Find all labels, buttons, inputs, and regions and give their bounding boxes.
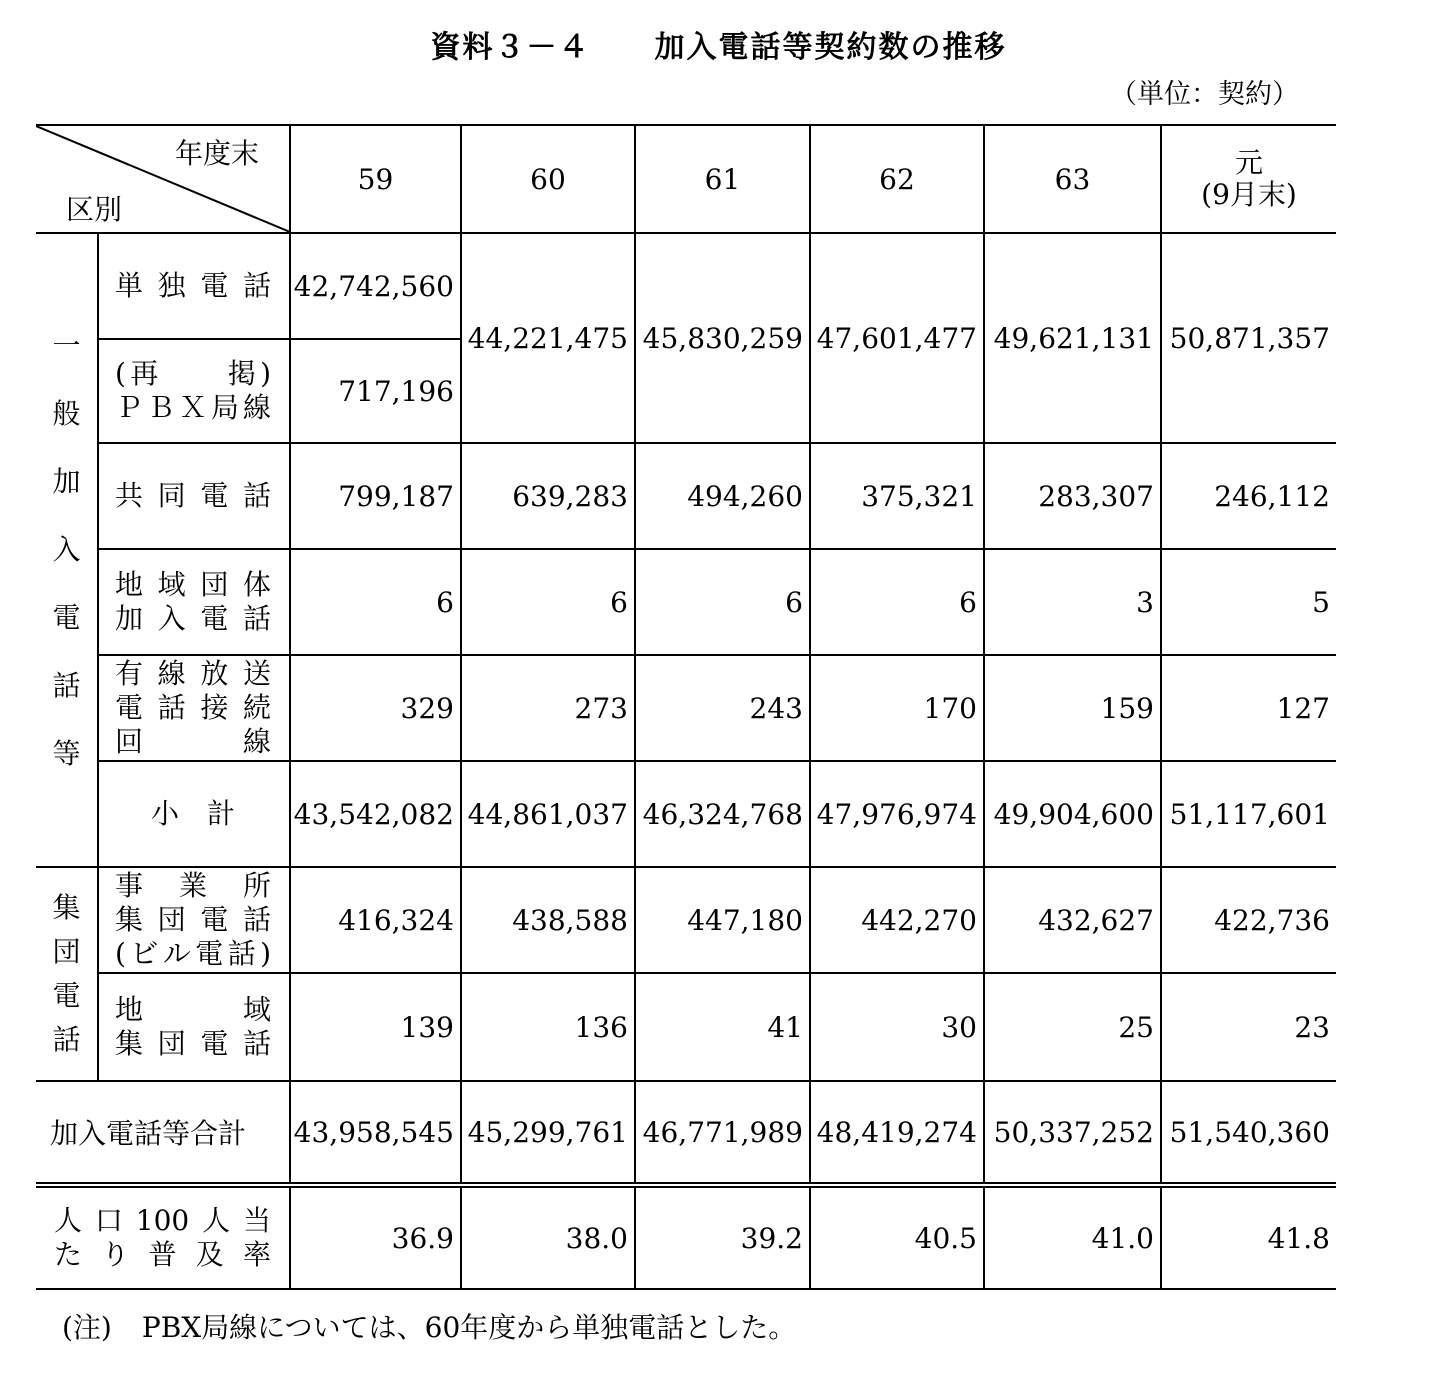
table-cell: 6 [290,549,461,655]
row-label: 単独電話 [98,233,290,339]
category-label: 区別 [66,193,123,226]
row-label: 人口100人当 たり普及率 [36,1185,290,1289]
table-cell: 139 [290,973,461,1081]
footnote-text: PBX局線については、60年度から単独電話とした。 [141,1311,797,1344]
table-cell: 329 [290,655,461,761]
table-cell: 375,321 [810,443,984,549]
table-cell: 46,771,989 [635,1081,810,1185]
subscription-table [36,124,1336,1290]
table-cell: 136 [461,973,635,1081]
table-cell: 46,324,768 [635,761,810,867]
footnote-prefix: (注) [62,1311,112,1344]
table-cell: 38.0 [461,1185,635,1289]
table-row [36,867,1336,973]
year-header: 61 [635,125,810,233]
table-cell: 49,904,600 [984,761,1161,867]
row-label: 地 域 集団電話 [98,973,290,1081]
table-cell: 416,324 [290,867,461,973]
table-cell: 170 [810,655,984,761]
table-cell: 6 [461,549,635,655]
page-title: 資料３－４ 加入電話等契約数の推移 [430,30,1007,65]
table-cell: 273 [461,655,635,761]
table-cell: 51,117,601 [1161,761,1336,867]
table-cell: 283,307 [984,443,1161,549]
row-label: 地域団体 加入電話 [98,549,290,655]
table-cell: 36.9 [290,1185,461,1289]
table-cell: 127 [1161,655,1336,761]
table-cell: 432,627 [984,867,1161,973]
unit-label: （単位：契約） [1110,79,1299,110]
table-cell: 799,187 [290,443,461,549]
year-header: 63 [984,125,1161,233]
table-cell: 49,621,131 [984,233,1161,443]
year-end-label: 年度末 [174,137,259,170]
table-row [36,443,1336,549]
table-row [36,973,1336,1081]
group-shudan: 集団電話 [36,867,98,1081]
table-cell: 6 [635,549,810,655]
table-cell: 447,180 [635,867,810,973]
table-row [36,761,1336,867]
table-cell: 494,260 [635,443,810,549]
row-label: 有線放送 電話接続 回 線 [98,655,290,761]
table-cell: 44,861,037 [461,761,635,867]
table-cell: 50,337,252 [984,1081,1161,1185]
footnote [62,1306,796,1346]
table-cell: 43,542,082 [290,761,461,867]
year-header: 62 [810,125,984,233]
table-cell: 23 [1161,973,1336,1081]
table-cell: 47,601,477 [810,233,984,443]
table-cell: 43,958,545 [290,1081,461,1185]
row-label: 小 計 [98,761,290,867]
year-header: 59 [290,125,461,233]
table-cell: 44,221,475 [461,233,635,443]
table-cell: 45,299,761 [461,1081,635,1185]
table-cell: 243 [635,655,810,761]
table-cell: 438,588 [461,867,635,973]
table-row [36,655,1336,761]
year-header: 60 [461,125,635,233]
table-cell: 41.0 [984,1185,1161,1289]
header-corner [36,125,290,233]
header-row [36,125,1336,233]
table-cell: 48,419,274 [810,1081,984,1185]
table-cell: 639,283 [461,443,635,549]
table-cell: 30 [810,973,984,1081]
table-cell: 50,871,357 [1161,233,1336,443]
table-cell: 51,540,360 [1161,1081,1336,1185]
year-header-last [1161,125,1336,233]
table-cell: 47,976,974 [810,761,984,867]
group-general: 一般加入電話等 [52,329,81,770]
table-row-penetration [36,1185,1336,1289]
table-cell: 422,736 [1161,867,1336,973]
row-label: 事業所 集団電話 (ビル電話) [98,867,290,973]
table-cell: 25 [984,973,1161,1081]
table-row [36,549,1336,655]
table-cell: 3 [984,549,1161,655]
table-cell: 442,270 [810,867,984,973]
row-label: 加入電話等合計 [36,1081,290,1185]
table-cell: 717,196 [290,339,461,443]
table-cell: 41.8 [1161,1185,1336,1289]
table-cell: 41 [635,973,810,1081]
table-cell: 42,742,560 [290,233,461,339]
table-row [36,233,1336,339]
row-label: (再 掲) ＰＢＸ局線 [98,339,290,443]
year-header-last-top: 元 [1234,146,1263,179]
table-cell: 159 [984,655,1161,761]
year-header-last-bottom: (9月末) [1201,178,1297,211]
row-label: 共同電話 [98,443,290,549]
table-cell: 246,112 [1161,443,1336,549]
table-cell: 40.5 [810,1185,984,1289]
table-cell: 6 [810,549,984,655]
table-cell: 45,830,259 [635,233,810,443]
table-cell: 39.2 [635,1185,810,1289]
table-row-total [36,1081,1336,1185]
table-cell: 5 [1161,549,1336,655]
